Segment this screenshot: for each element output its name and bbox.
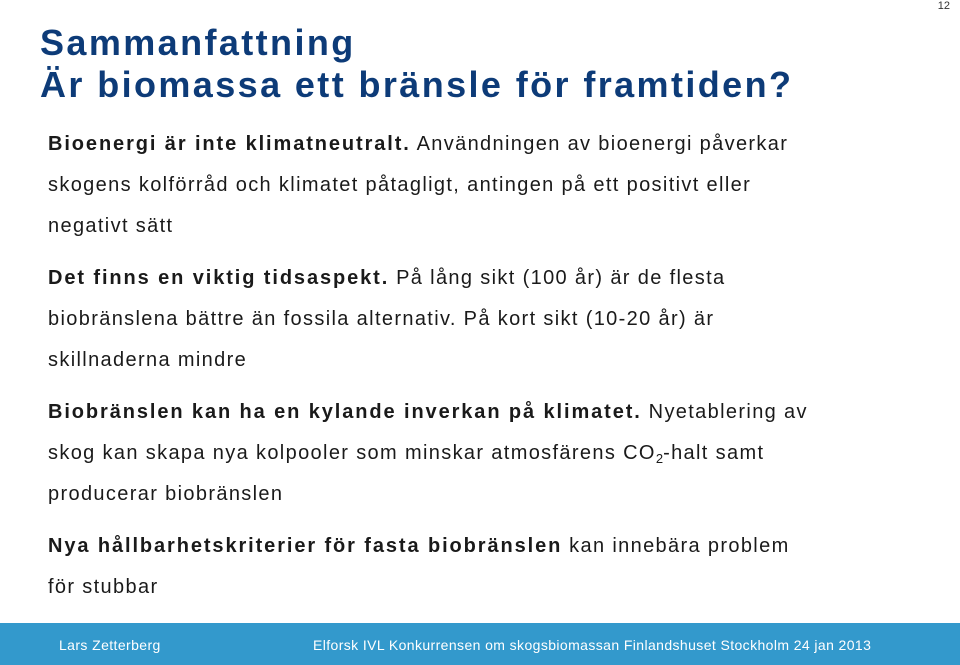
paragraph-2-text: På lång sikt (100 år) är de flesta xyxy=(389,267,726,289)
paragraph-4-text: kan innebära problem xyxy=(562,535,790,557)
paragraph-1-line-2: skogens kolförråd och klimatet påtagligt, antingen på ett positivt eller xyxy=(48,174,752,196)
paragraph-1 xyxy=(48,124,808,247)
page-number: 12 xyxy=(937,0,950,12)
title-line-2: Är biomassa ett bränsle för framtiden? xyxy=(40,64,794,105)
footer-author: Lars Zetterberg xyxy=(59,637,161,653)
slide-title xyxy=(40,22,793,106)
paragraph-2 xyxy=(48,258,808,381)
co2-subscript: 2 xyxy=(655,451,664,466)
paragraph-3-line-3: producerar biobränslen xyxy=(48,483,284,505)
slide-body xyxy=(48,124,808,619)
paragraph-2-line-2: biobränslena bättre än fossila alternativ. På kort sikt (10-20 år) är xyxy=(48,308,715,330)
paragraph-3 xyxy=(48,392,808,515)
paragraph-4-line-2: för stubbar xyxy=(48,576,159,598)
paragraph-4-bold: Nya hållbarhetskriterier för fasta biobränslen xyxy=(48,535,563,557)
title-line-1: Sammanfattning xyxy=(40,22,356,63)
paragraph-3-text: Nyetablering av xyxy=(641,401,808,423)
footer-bar xyxy=(0,623,960,665)
paragraph-2-line-3: skillnaderna mindre xyxy=(48,349,248,371)
paragraph-1-bold: Bioenergi är inte klimatneutralt. xyxy=(48,133,411,155)
footer-event: Elforsk IVL Konkurrensen om skogsbiomassan Finlandshuset Stockholm 24 jan 2013 xyxy=(313,637,872,653)
paragraph-1-line-3: negativt sätt xyxy=(48,215,174,237)
paragraph-3-line-2b: -halt samt xyxy=(663,442,765,464)
paragraph-3-bold: Biobränslen kan ha en kylande inverkan på klimatet. xyxy=(48,401,642,423)
paragraph-3-line-2a: skog kan skapa nya kolpooler som minskar atmosfärens CO xyxy=(48,442,656,464)
paragraph-4 xyxy=(48,526,808,608)
paragraph-2-bold: Det finns en viktig tidsaspekt. xyxy=(48,267,390,289)
paragraph-1-text: Användningen av bioenergi påverkar xyxy=(410,133,789,155)
